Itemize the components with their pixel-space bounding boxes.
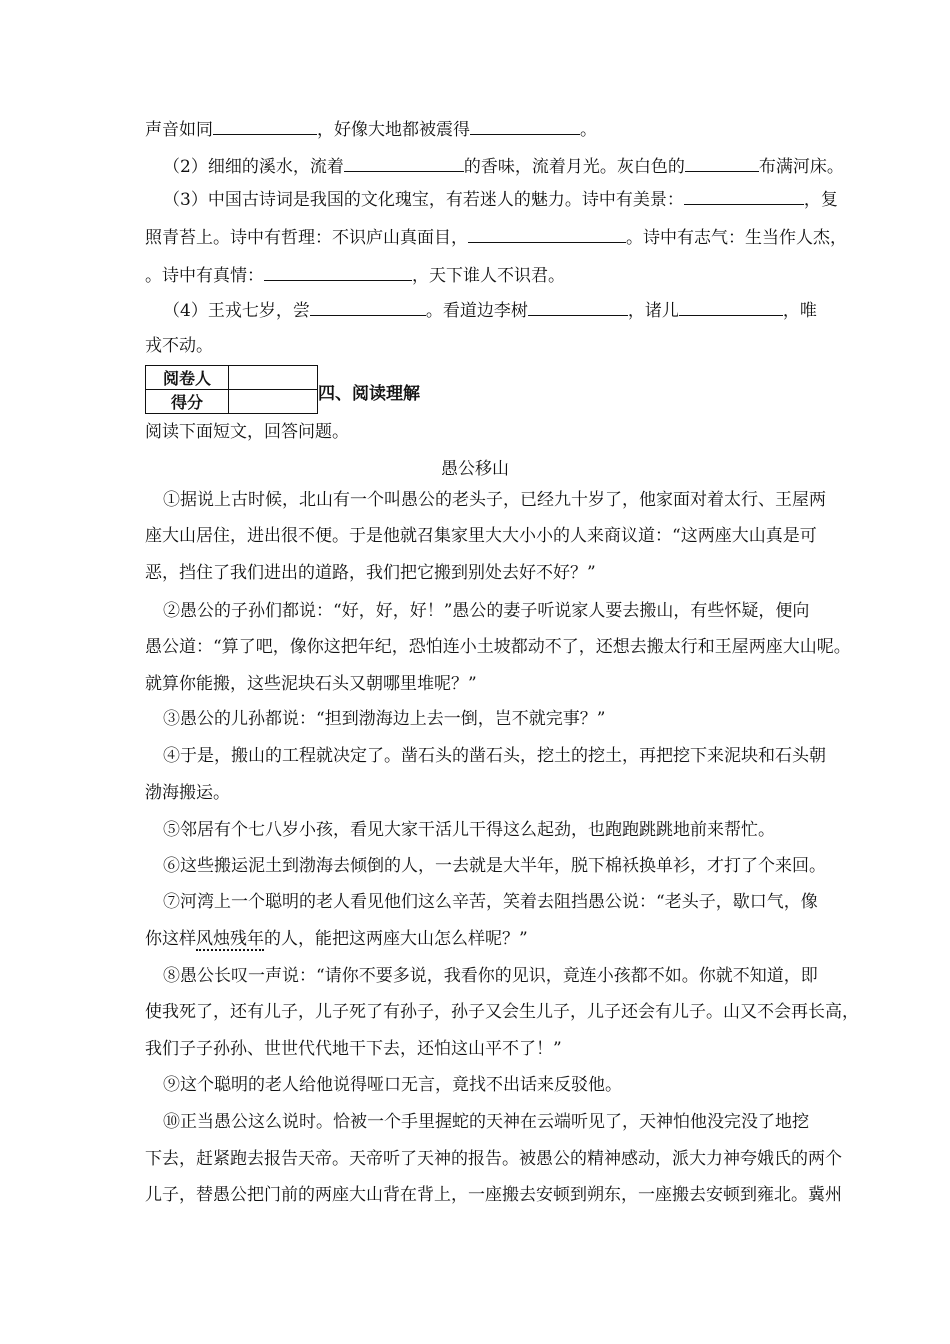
- answer-blank[interactable]: [468, 224, 626, 243]
- text: （4）王戎七岁，尝: [163, 301, 310, 321]
- text: （3）中国古诗词是我国的文化瑰宝，有若迷人的魅力。诗中有美景：: [163, 190, 684, 210]
- passage-line: [145, 927, 528, 951]
- score-label: 得分: [146, 390, 229, 414]
- passage-line: ⑤邻居有个七八岁小孩，看见大家干活儿干得这么起劲，也跑跑跳跳地前来帮忙。: [163, 820, 775, 840]
- passage-line: 儿子，替愚公把门前的两座大山背在背上，一座搬去安顿到朔东，一座搬去安顿到雍北。冀州: [145, 1185, 842, 1205]
- text: 照青苔上。诗中有哲理：不识庐山真面目，: [145, 228, 468, 248]
- answer-blank[interactable]: [344, 153, 464, 172]
- text: 。诗中有真情：: [145, 266, 264, 286]
- passage-line: 愚公道：“算了吧，像你这把年纪，恐怕连小土坡都动不了，还想去搬太行和王屋两座大山呢。: [145, 637, 851, 657]
- question-2: [163, 153, 844, 179]
- passage-line: ④于是，搬山的工程就决定了。凿石头的凿石头，挖土的挖土，再把挖下来泥块和石头朝: [163, 746, 826, 766]
- passage-line: 使我死了，还有儿子，儿子死了有孙子，孙子又会生儿子，儿子还会有儿子。山又不会再长高，: [145, 1002, 859, 1022]
- passage-line: 就算你能搬，这些泥块石头又朝哪里堆呢？”: [145, 674, 477, 694]
- passage-line: ⑥这些搬运泥土到渤海去倾倒的人，一去就是大半年，脱下棉袄换单衫，才打了个来回。: [163, 856, 826, 876]
- passage-line: ⑦河湾上一个聪明的老人看见他们这么辛苦，笑着去阻挡愚公说：“老头子，歇口气，像: [163, 892, 818, 912]
- text: ，天下谁人不识君。: [412, 266, 565, 286]
- text: 。诗中有志气：生当作人杰，: [626, 228, 847, 248]
- passage-line: 恶，挡住了我们进出的道路，我们把它搬到别处去好不好？”: [145, 563, 596, 583]
- passage-line: 下去，赶紧跑去报告天帝。天帝听了天神的报告。被愚公的精神感动，派大力神夸娥氏的两个: [145, 1149, 842, 1169]
- fill-line-1: [145, 116, 597, 142]
- score-table: [145, 365, 318, 414]
- passage-line: ⑨这个聪明的老人给他说得哑口无言，竟找不出话来反驳他。: [163, 1075, 622, 1095]
- answer-blank[interactable]: [264, 262, 412, 281]
- passage-line: 渤海搬运。: [145, 783, 230, 803]
- passage-line: 我们子子孙孙、世世代代地干下去，还怕这山平不了！”: [145, 1039, 562, 1059]
- passage-line: 座大山居住，进出很不便。于是他就召集家里大大小小的人来商议道：“这两座大山真是可: [145, 526, 817, 546]
- reviewer-value[interactable]: [229, 366, 318, 390]
- question-3-line-2: [145, 224, 847, 250]
- reviewer-label: 阅卷人: [146, 366, 229, 390]
- text: ，诸儿: [627, 301, 679, 321]
- text: 的香味，流着月光。灰白色的: [463, 157, 685, 177]
- answer-blank[interactable]: [213, 116, 317, 135]
- instruction: 阅读下面短文，回答问题。: [145, 422, 349, 442]
- question-3-line-1: [163, 186, 838, 212]
- passage-line: ①据说上古时候，北山有一个叫愚公的老头子，已经九十岁了，他家面对着太行、王屋两: [163, 490, 826, 510]
- question-3-line-3: [145, 262, 565, 288]
- passage-line: ⑩正当愚公这么说时。恰被一个手里握蛇的天神在云端听见了，天神怕他没完没了地挖: [163, 1112, 809, 1132]
- text: 布满河床。: [758, 157, 844, 177]
- section-title: 四、阅读理解: [318, 384, 420, 404]
- question-4-line-2: 戎不动。: [145, 336, 213, 356]
- answer-blank[interactable]: [684, 186, 804, 205]
- answer-blank[interactable]: [310, 297, 426, 316]
- emphasized-phrase: 风烛残年: [196, 929, 264, 949]
- text: 。: [580, 120, 597, 140]
- passage-line: ⑧愚公长叹一声说：“请你不要多说，我看你的见识，竟连小孩都不如。你就不知道，即: [163, 966, 818, 986]
- text: ，好像大地都被震得: [317, 120, 470, 140]
- answer-blank[interactable]: [679, 297, 783, 316]
- answer-blank[interactable]: [685, 153, 759, 172]
- text: ，唯: [782, 301, 817, 321]
- answer-blank[interactable]: [470, 116, 580, 135]
- text: （2）细细的溪水，流着: [163, 157, 344, 177]
- text: 的人，能把这两座大山怎么样呢？”: [264, 929, 528, 949]
- passage-line: ③愚公的儿孙都说：“担到渤海边上去一倒，岂不就完事？”: [163, 709, 606, 729]
- score-value[interactable]: [229, 390, 318, 414]
- answer-blank[interactable]: [528, 297, 628, 316]
- passage-line: ②愚公的子孙们都说：“好，好，好！”愚公的妻子听说家人要去搬山，有些怀疑，便向: [163, 601, 810, 621]
- question-4-line-1: [163, 297, 817, 323]
- text: 声音如同: [145, 120, 213, 140]
- text: 。看道边李树: [425, 301, 528, 321]
- passage-title: 愚公移山: [441, 459, 509, 479]
- text: ，复: [803, 190, 838, 210]
- text: 你这样: [145, 929, 196, 949]
